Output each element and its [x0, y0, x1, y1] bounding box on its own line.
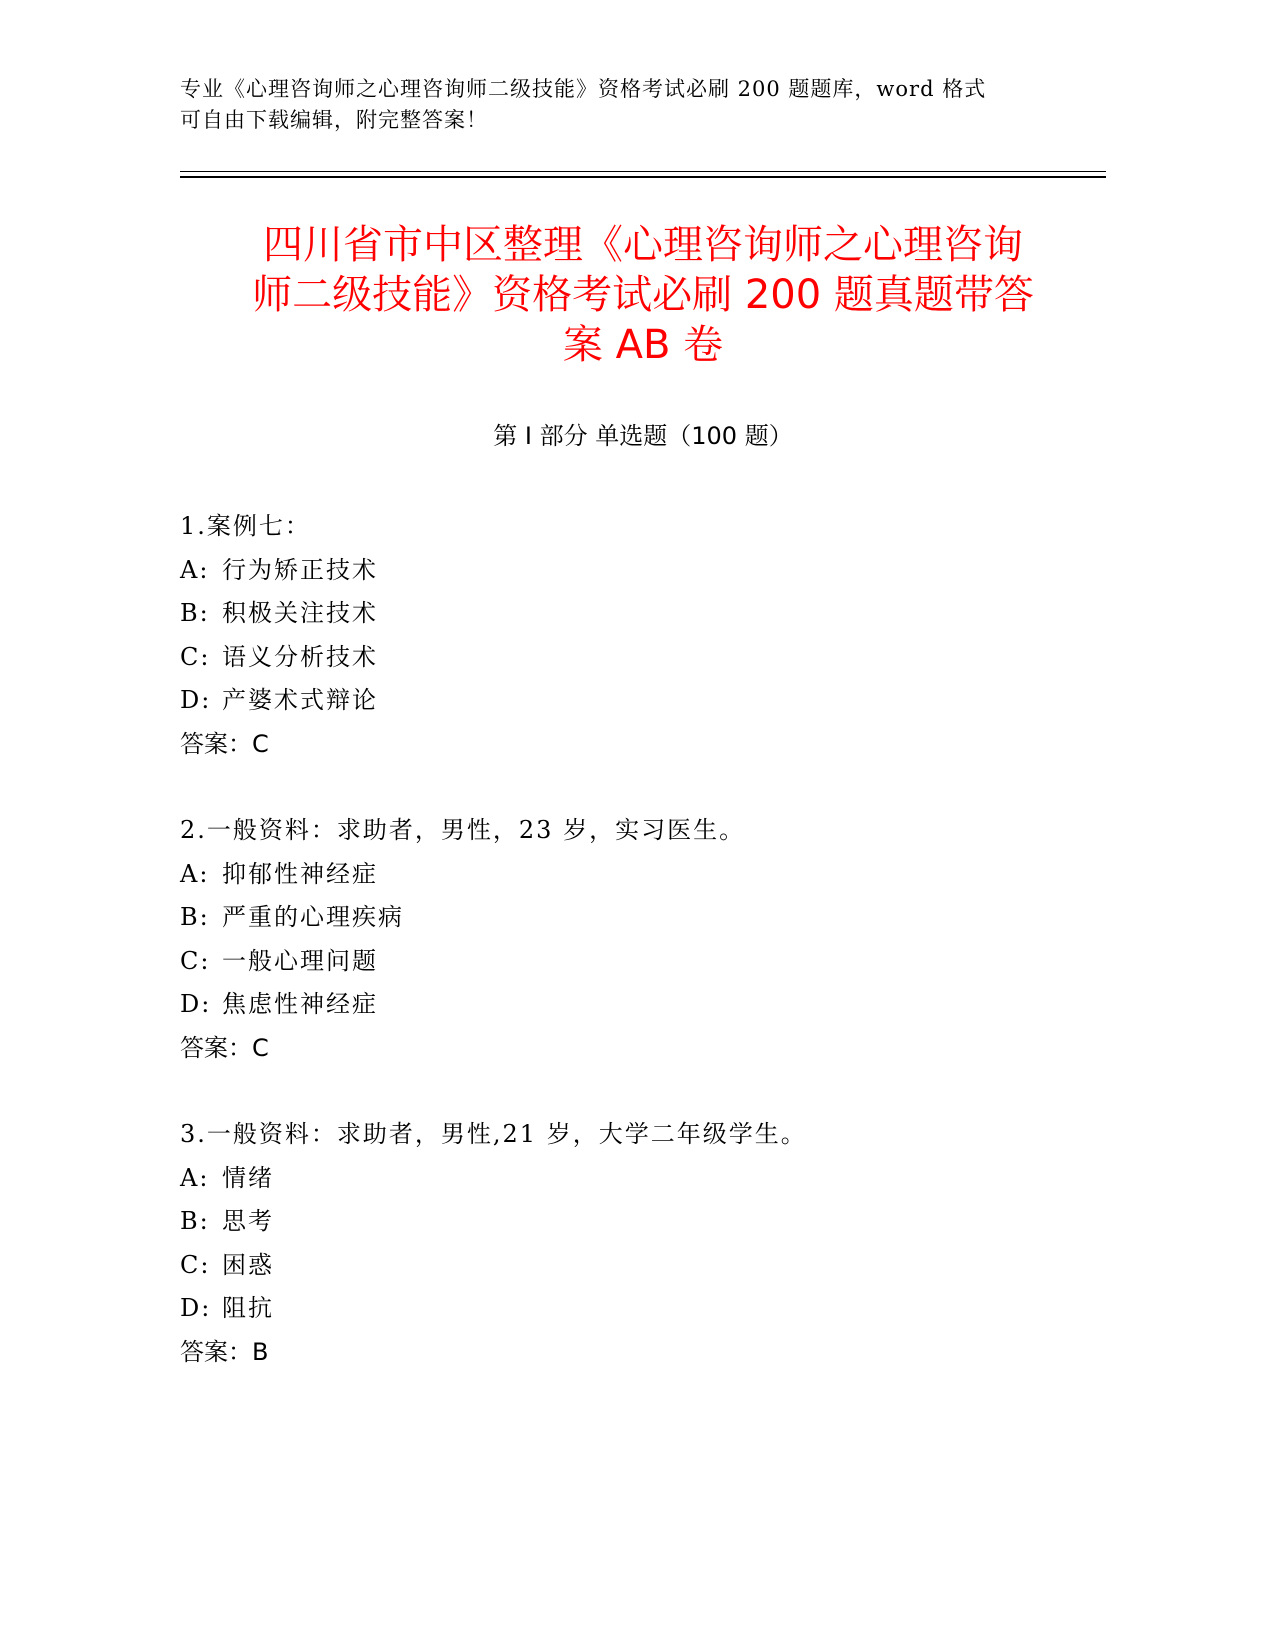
- option-text: 行为矫正技术: [222, 555, 378, 584]
- document-title-line-3: 案 AB 卷: [562, 322, 724, 368]
- option-text: 语义分析技术: [222, 642, 378, 671]
- option-text: 严重的心理疾病: [222, 903, 404, 931]
- question-1: [180, 505, 1106, 766]
- option-label: D:: [180, 990, 212, 1018]
- option-label: B:: [180, 599, 210, 627]
- option-text: 困惑: [222, 1250, 274, 1279]
- option-c: [180, 636, 1106, 680]
- option-label: D:: [180, 686, 212, 714]
- header-note-line-1: 专业《心理咨询师之心理咨询师二级技能》资格考试必刷 200 题题库，word 格式: [180, 77, 987, 101]
- option-text: 一般心理问题: [222, 946, 378, 975]
- header-divider-thin: [180, 171, 1106, 172]
- option-b: [180, 1200, 1106, 1244]
- option-text: 阻抗: [222, 1294, 274, 1322]
- option-d: [180, 1287, 1106, 1331]
- option-text: 产婆术式辩论: [222, 686, 378, 714]
- document-title-line-1: 四川省市中区整理《心理咨询师之心理咨询: [263, 222, 1023, 268]
- option-text: 思考: [222, 1207, 274, 1235]
- option-a: [180, 549, 1106, 593]
- option-label: A:: [180, 1163, 210, 1192]
- question-2: [180, 809, 1106, 1070]
- question-list: [180, 505, 1106, 1417]
- option-label: C:: [180, 642, 211, 671]
- option-label: B:: [180, 1207, 210, 1235]
- option-label: C:: [180, 1250, 211, 1279]
- option-label: C:: [180, 946, 211, 975]
- section-title: 第 I 部分 单选题（100 题）: [493, 422, 793, 450]
- option-text: 积极关注技术: [222, 599, 378, 627]
- option-label: A:: [180, 859, 210, 888]
- document-title: [180, 220, 1106, 370]
- option-label: D:: [180, 1294, 212, 1322]
- document-title-line-2: 师二级技能》资格考试必刷 200 题真题带答: [252, 272, 1034, 318]
- header-note: [180, 74, 1030, 136]
- question-stem: 1.案例七：: [180, 512, 311, 540]
- option-a: [180, 1157, 1106, 1201]
- answer: 答案：B: [180, 1337, 269, 1366]
- option-c: [180, 1244, 1106, 1288]
- option-b: [180, 592, 1106, 636]
- question-3: [180, 1113, 1106, 1374]
- answer: 答案：C: [180, 1033, 269, 1062]
- option-c: [180, 940, 1106, 984]
- question-stem: 2.一般资料：求助者，男性，23 岁，实习医生。: [180, 816, 746, 844]
- option-label: A:: [180, 555, 210, 584]
- option-d: [180, 983, 1106, 1027]
- question-stem: 3.一般资料：求助者，男性,21 岁，大学二年级学生。: [180, 1120, 807, 1148]
- option-text: 焦虑性神经症: [222, 990, 378, 1018]
- header-divider-thick: [180, 176, 1106, 178]
- answer: 答案：C: [180, 729, 269, 758]
- option-a: [180, 853, 1106, 897]
- option-b: [180, 896, 1106, 940]
- option-label: B:: [180, 903, 210, 931]
- header-note-line-2: 可自由下载编辑，附完整答案！: [180, 108, 488, 132]
- option-text: 情绪: [222, 1163, 274, 1192]
- option-text: 抑郁性神经症: [222, 859, 378, 888]
- option-d: [180, 679, 1106, 723]
